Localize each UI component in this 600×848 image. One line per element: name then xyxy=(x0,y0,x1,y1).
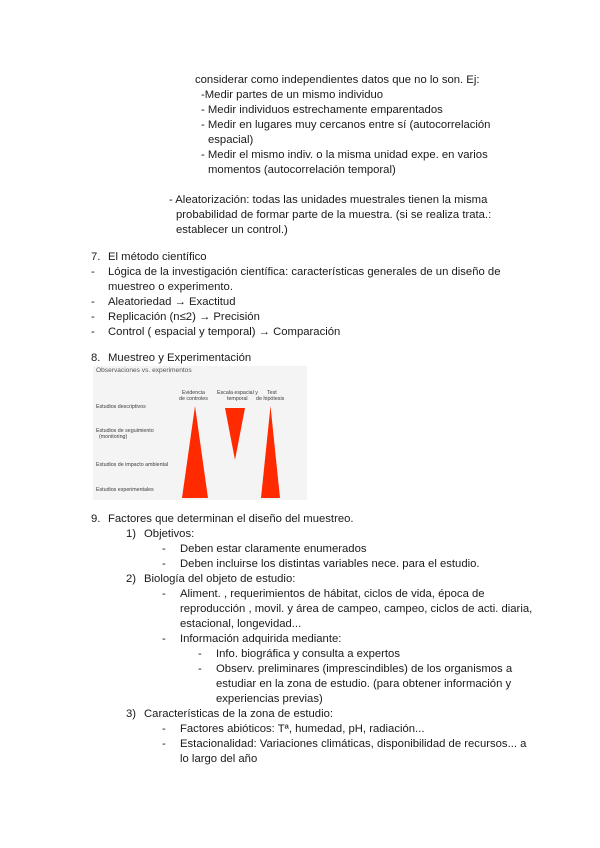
triangle-scale xyxy=(225,408,245,460)
row-label: Estudios experimentales xyxy=(96,487,154,493)
list-item-cont: muestreo o experimento. xyxy=(108,281,233,293)
section-number: 7. xyxy=(91,251,101,263)
sub-number: 3) xyxy=(126,708,137,720)
dash: - xyxy=(91,266,95,278)
section-title: Factores que determinan el diseño del muestreo. xyxy=(108,513,354,525)
sub-number: 2) xyxy=(126,573,137,585)
sub-title: Biología del objeto de estudio: xyxy=(144,573,296,585)
list-item: Factores abióticos: Tª, humedad, pH, radiación... xyxy=(180,723,425,735)
aleat-line: probabilidad de formar parte de la muestra. (si se realiza trata.: xyxy=(176,209,492,221)
row-label: Estudios de impacto ambiental xyxy=(96,462,169,468)
col-controls-label: Evidencia xyxy=(182,390,205,396)
sub-list-item: Info. biográfica y consulta a expertos xyxy=(216,648,400,660)
aleat-line: establecer un control.) xyxy=(176,224,288,236)
col-hypothesis-label: Test xyxy=(267,390,277,396)
col-hypothesis-label: de hipótesis xyxy=(256,396,285,402)
intro-item: - Medir el mismo indiv. o la misma unidad expe. en varios xyxy=(201,149,488,161)
sub-title: Características de la zona de estudio: xyxy=(144,708,334,720)
dash: - xyxy=(91,296,95,308)
triangle-hypothesis xyxy=(261,406,280,498)
dash: - xyxy=(162,543,166,555)
dash: - xyxy=(162,738,166,750)
intro-item-cont: momentos (autocorrelación temporal) xyxy=(208,164,396,176)
list-item-cont: reproducción , movil. y área de campeo, campeo, ciclos de acti. diaria, xyxy=(180,603,533,615)
row-label: (monitoring) xyxy=(99,434,128,440)
list-item: Aleatoriedad → Exactitud xyxy=(108,296,236,308)
intro-item: -Medir partes de un mismo individuo xyxy=(201,89,384,101)
list-item-cont: estacional, longevidad... xyxy=(180,618,302,630)
list-item: Lógica de la investigación científica: características generales de un diseño de xyxy=(108,266,501,278)
col-controls-label: de controles xyxy=(179,396,208,402)
sub-list-item-cont: estudiar en la zona de estudio. (para obtener información y xyxy=(216,678,512,690)
intro-line: considerar como independientes datos que no lo son. Ej: xyxy=(195,74,480,86)
list-item: Control ( espacial y temporal) → Comparación xyxy=(108,326,341,338)
dash: - xyxy=(162,588,166,600)
row-label: Estudios descriptivos xyxy=(96,404,146,410)
sub-list-item-cont: experiencias previas) xyxy=(216,693,323,705)
dash: - xyxy=(198,648,202,660)
list-item: Deben incluirse los distintas variables nece. para el estudio. xyxy=(180,558,480,570)
sub-list-item: Observ. preliminares (imprescindibles) de los organismos a xyxy=(216,663,513,675)
sub-title: Objetivos: xyxy=(144,528,195,540)
section-title: Muestreo y Experimentación xyxy=(108,352,252,364)
observations-vs-experiments-figure xyxy=(93,366,307,500)
dash: - xyxy=(162,558,166,570)
sub-number: 1) xyxy=(126,528,137,540)
list-item: Información adquirida mediante: xyxy=(180,633,342,645)
col-scale-label: temporal xyxy=(227,396,248,402)
list-item: Deben estar claramente enumerados xyxy=(180,543,367,555)
list-item: Replicación (n≤2) → Precisión xyxy=(108,311,260,323)
list-item: Estacionalidad: Variaciones climáticas, disponibilidad de recursos... a xyxy=(180,738,527,750)
list-item-cont: lo largo del año xyxy=(180,753,258,765)
figure-title: Observaciones vs. experimentos xyxy=(96,367,192,374)
dash: - xyxy=(162,633,166,645)
col-scale-label: Escala espacial y xyxy=(217,390,258,396)
intro-item-cont: espacial) xyxy=(208,134,254,146)
section-title: El método científico xyxy=(108,251,207,263)
intro-item: - Medir individuos estrechamente emparentados xyxy=(201,104,443,116)
row-label: Estudios de seguimiento xyxy=(96,428,154,434)
dash: - xyxy=(91,326,95,338)
dash: - xyxy=(198,663,202,675)
dash: - xyxy=(91,311,95,323)
list-item: Aliment. , requerimientos de hábitat, ciclos de vida, época de xyxy=(180,588,485,600)
section-number: 8. xyxy=(91,352,101,364)
intro-item: - Medir en lugares muy cercanos entre sí (autocorrelación xyxy=(201,119,491,131)
aleat-line: - Aleatorización: todas las unidades muestrales tienen la misma xyxy=(169,194,488,206)
triangle-controls xyxy=(182,406,208,498)
dash: - xyxy=(162,723,166,735)
section-number: 9. xyxy=(91,513,101,525)
